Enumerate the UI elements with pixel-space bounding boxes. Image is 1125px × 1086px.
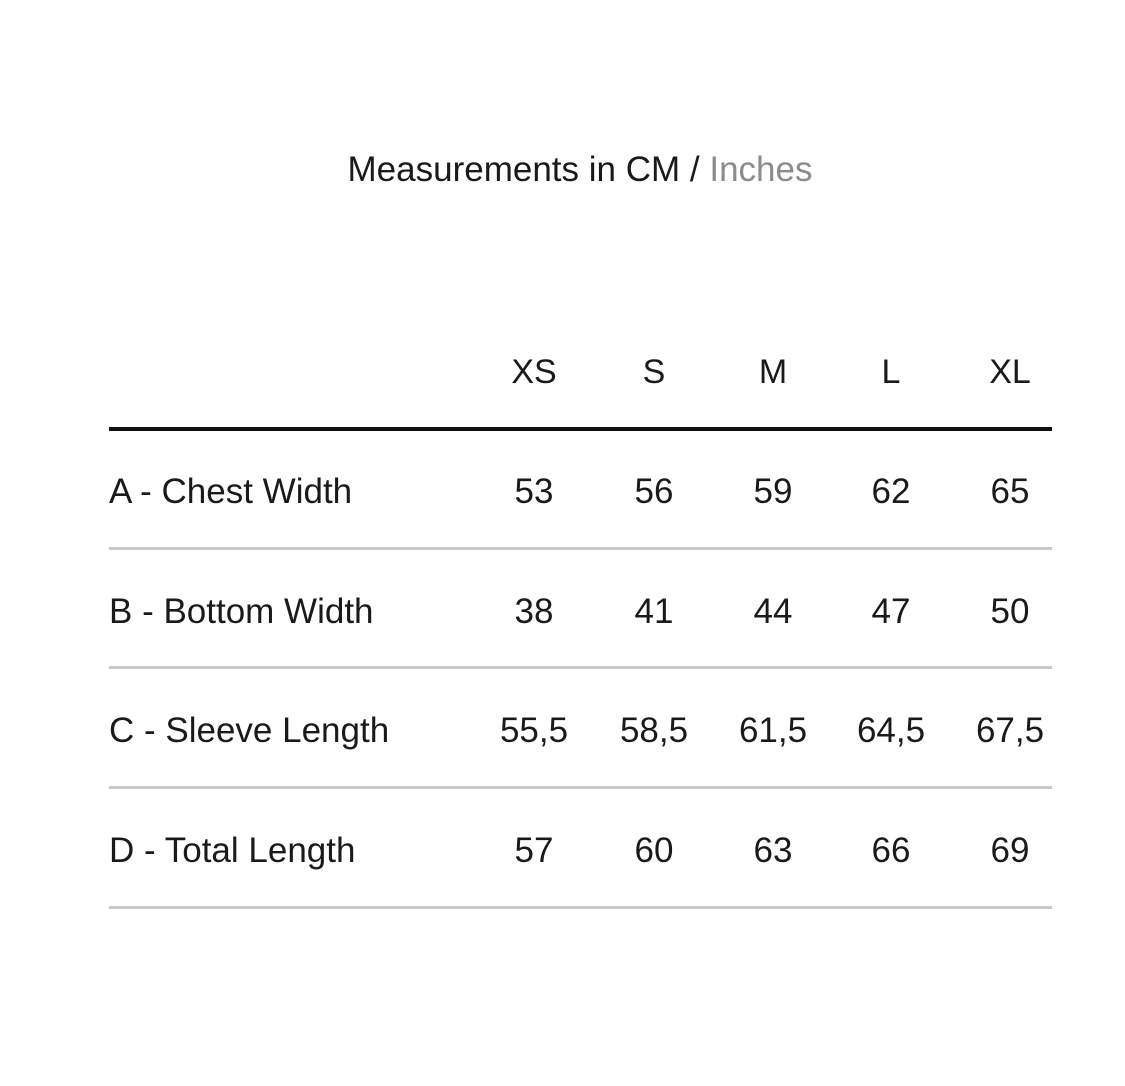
table-cell: 65 [990, 472, 1030, 511]
size-header-s: S [642, 353, 666, 391]
size-header-xs: XS [511, 353, 557, 391]
table-cell: 58,5 [619, 711, 689, 750]
unit-inches-toggle[interactable]: Inches [709, 150, 813, 189]
row-divider [109, 906, 1052, 909]
row-label-bottom-width: B - Bottom Width [109, 592, 374, 631]
row-label-sleeve-length: C - Sleeve Length [109, 711, 390, 750]
table-cell: 62 [871, 472, 911, 511]
table-cell: 67,5 [975, 711, 1045, 750]
row-divider [109, 666, 1052, 669]
unit-cm-label[interactable]: Measurements in CM [347, 150, 681, 189]
size-header-l: L [881, 353, 901, 391]
size-header-xl: XL [989, 353, 1031, 391]
unit-separator: / [689, 150, 700, 189]
table-cell: 50 [990, 592, 1030, 631]
page-title [0, 150, 1125, 190]
table-cell: 61,5 [738, 711, 808, 750]
table-cell: 41 [634, 592, 674, 631]
table-cell: 44 [753, 592, 793, 631]
table-cell: 66 [871, 831, 911, 870]
row-label-chest-width: A - Chest Width [109, 472, 353, 511]
row-label-total-length: D - Total Length [109, 831, 356, 870]
table-cell: 53 [514, 472, 554, 511]
table-cell: 59 [753, 472, 793, 511]
table-cell: 69 [990, 831, 1030, 870]
row-divider [109, 786, 1052, 789]
table-cell: 63 [753, 831, 793, 870]
table-cell: 60 [634, 831, 674, 870]
size-header-m: M [758, 353, 788, 391]
header-divider [109, 427, 1052, 431]
table-cell: 57 [514, 831, 554, 870]
row-divider [109, 547, 1052, 550]
table-cell: 64,5 [856, 711, 926, 750]
table-cell: 47 [871, 592, 911, 631]
table-cell: 55,5 [499, 711, 569, 750]
table-cell: 38 [514, 592, 554, 631]
table-cell: 56 [634, 472, 674, 511]
